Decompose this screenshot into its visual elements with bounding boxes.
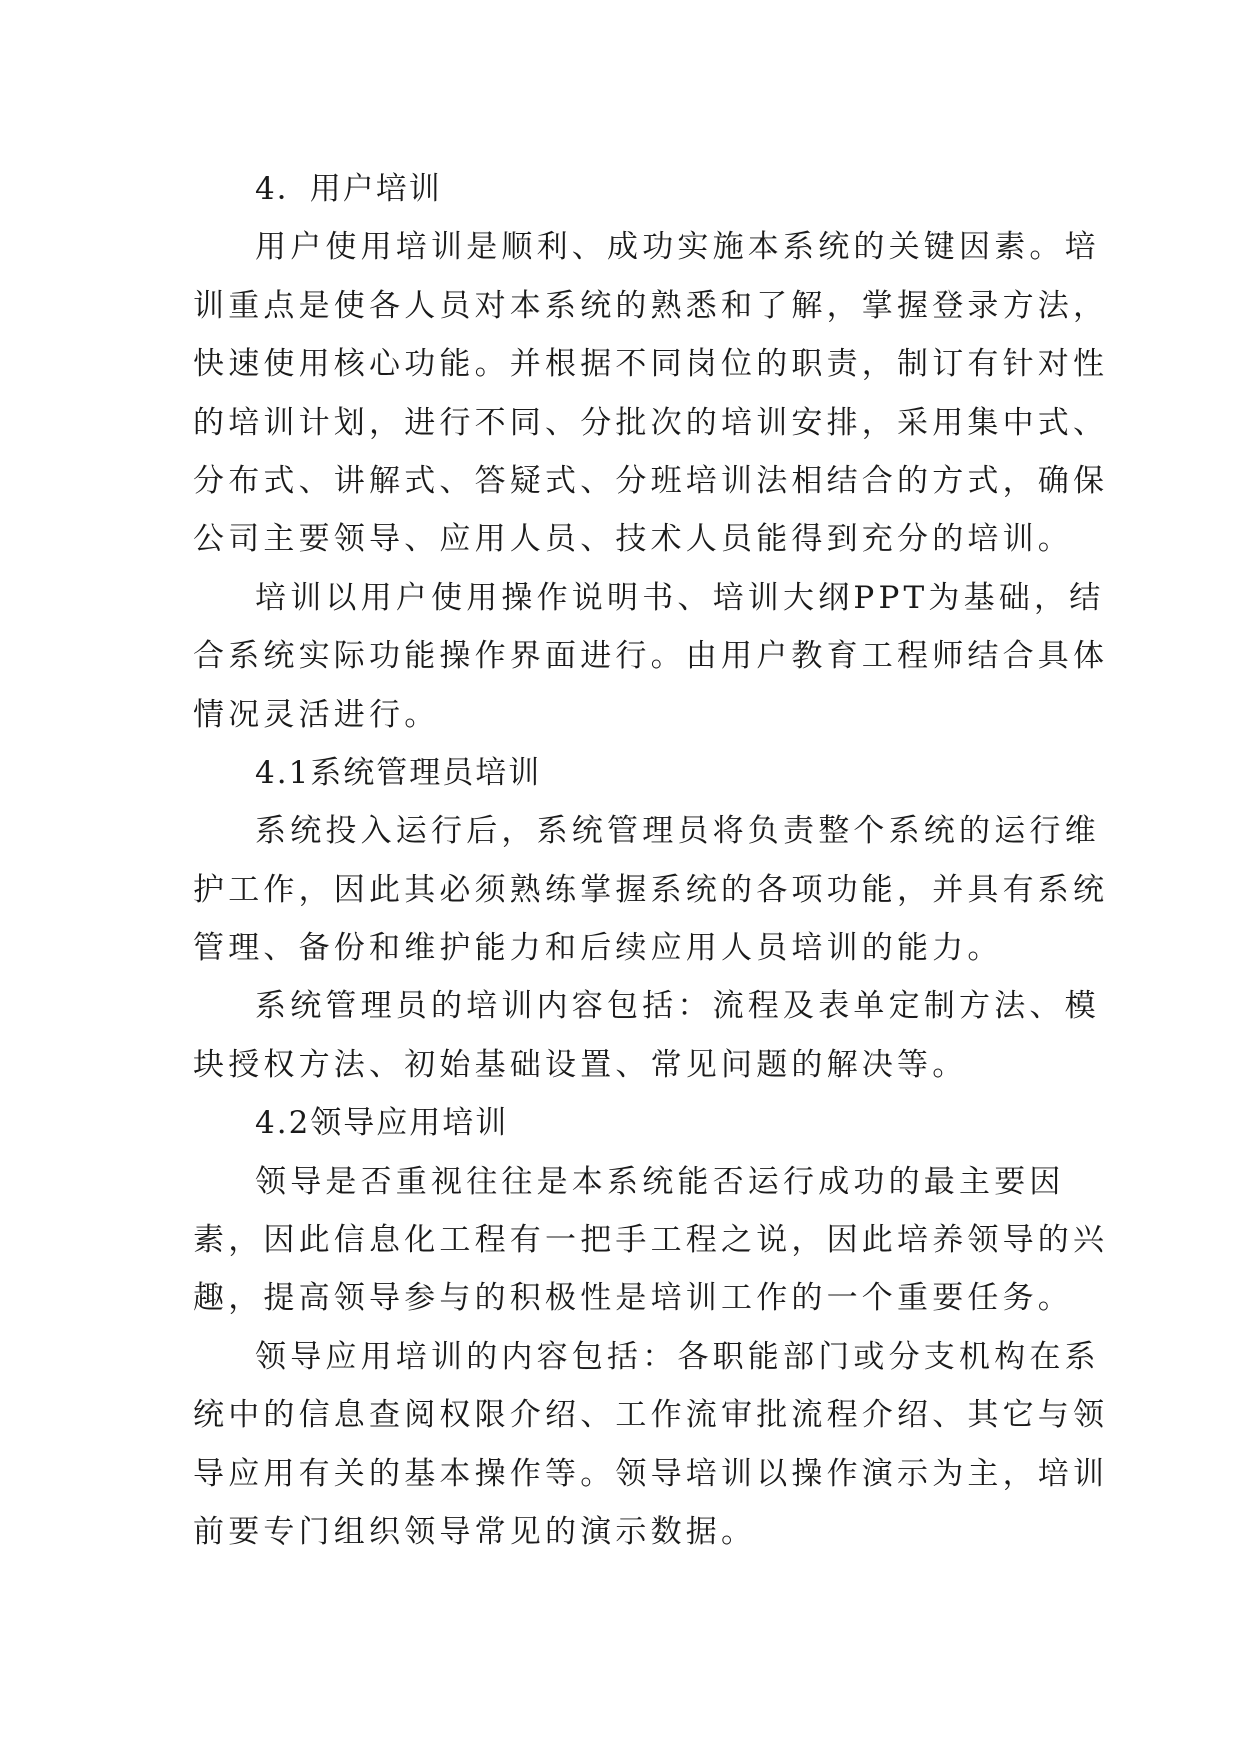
paragraph-line: 领导是否重视往往是本系统能否运行成功的最主要因 [255,1163,1065,1200]
paragraph-line: 系统投入运行后，系统管理员将负责整个系统的运行维 [255,813,1100,850]
paragraph-line: 管理、备份和维护能力和后续应用人员培训的能力。 [193,930,1003,967]
paragraph-line: 快速使用核心功能。并根据不同岗位的职责，制订有针对性 [193,346,1109,383]
paragraph-line: 领导应用培训的内容包括：各职能部门或分支机构在系 [255,1338,1100,1375]
paragraph-line: 训重点是使各人员对本系统的熟悉和了解，掌握登录方法， [193,287,1109,324]
paragraph-line: 统中的信息查阅权限介绍、工作流审批流程介绍、其它与领 [193,1397,1109,1434]
paragraph-line: 护工作，因此其必须熟练掌握系统的各项功能，并具有系统 [193,871,1109,908]
section-heading: 4.1系统管理员培训 [255,754,542,791]
paragraph-line: 用户使用培训是顺利、成功实施本系统的关键因素。培 [255,229,1100,266]
paragraph-line: 情况灵活进行。 [193,696,440,733]
paragraph-line: 合系统实际功能操作界面进行。由用户教育工程师结合具体 [193,638,1109,675]
section-heading: 4.2领导应用培训 [255,1105,509,1142]
paragraph-line: 的培训计划，进行不同、分批次的培训安排，采用集中式、 [193,404,1109,441]
paragraph-line: 趣，提高领导参与的积极性是培训工作的一个重要任务。 [193,1280,1073,1317]
paragraph-line: 块授权方法、初始基础设置、常见问题的解决等。 [193,1046,968,1083]
paragraph-line: 系统管理员的培训内容包括：流程及表单定制方法、模 [255,988,1100,1025]
section-heading: 4．用户培训 [255,171,442,207]
paragraph-line: 导应用有关的基本操作等。领导培训以操作演示为主，培训 [193,1455,1109,1492]
paragraph-line: 培训以用户使用操作说明书、培训大纲PPT为基础，结 [255,579,1105,616]
paragraph-line: 分布式、讲解式、答疑式、分班培训法相结合的方式，确保 [193,462,1109,499]
paragraph-line: 前要专门组织领导常见的演示数据。 [193,1513,757,1550]
paragraph-line: 素，因此信息化工程有一把手工程之说，因此培养领导的兴 [193,1222,1109,1259]
document-page [193,160,1109,1561]
paragraph-line: 公司主要领导、应用人员、技术人员能得到充分的培训。 [193,521,1073,558]
